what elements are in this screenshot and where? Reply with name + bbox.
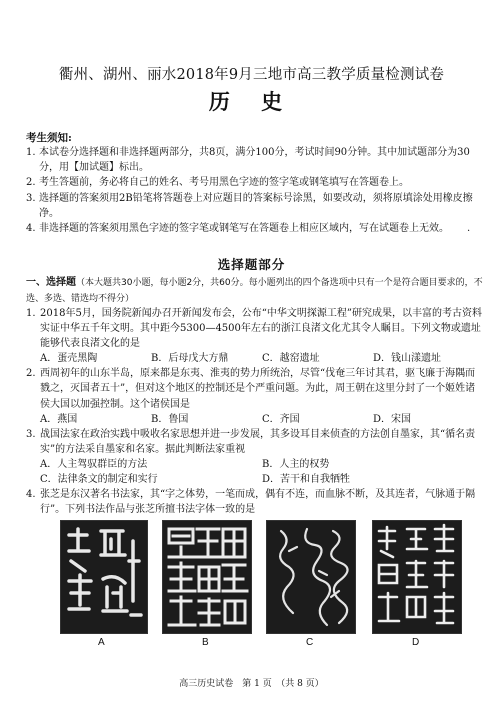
option-b[interactable]: B．后母戊大方鼎	[151, 353, 229, 365]
page-footer: 高三历史试卷 第 1 页 （共 8 页）	[179, 679, 324, 689]
calligraphy-image-d[interactable]	[372, 520, 462, 634]
rubbing-strokes-icon	[373, 521, 461, 633]
notice-item-body: 非选择题的答案须用黑色字迹的签字笔或钢笔写在答题卷上相应区域内，写在试题卷上无效。	[39, 223, 449, 235]
notice-heading: 考生须知:	[26, 132, 72, 144]
notice-item	[26, 221, 482, 236]
question	[26, 487, 484, 517]
notice-item-number: 1.	[26, 147, 36, 158]
option-c[interactable]: C．法律条文的制定和实行	[40, 474, 158, 486]
rubbing-strokes-icon	[267, 521, 355, 633]
question-number: 4.	[26, 489, 36, 501]
image-label-b: B	[202, 637, 209, 648]
notice-item-text	[39, 221, 482, 236]
notice-item	[26, 145, 482, 175]
option-row	[40, 472, 484, 487]
notice-item-number: 4.	[26, 223, 36, 235]
calligraphy-image-a[interactable]	[60, 520, 148, 634]
exam-title: 衢州、湖州、丽水2018年9月三地市高三教学质量检测试卷	[58, 67, 445, 83]
question-stem: 张芝是东汉著名书法家，其“字之体势，一笔而成，偶有不连，而血脉不断，及其连者，气脉通于隔行”。下列书法作品与张芝所擅书法字体一致的是	[40, 489, 476, 516]
notice-item	[26, 175, 482, 190]
calligraphy-images	[60, 520, 460, 632]
option-a[interactable]: A．燕国	[40, 413, 78, 425]
notice-item-number: 3.	[26, 192, 36, 204]
question-number: 3.	[26, 428, 36, 440]
option-a[interactable]: A．蛋壳黑陶	[40, 353, 98, 365]
option-c[interactable]: C．齐国	[262, 413, 300, 425]
question-stem: 2018年5月，国务院新闻办召开新闻发布会，公布“中华文明探源工程”研究成果，以丰富的考古资料实证中华五千年文明。其中距今5300—4500年左右的浙江良渚文化尤其令人瞩目。下列文物或遗址能够代表良渚文化的是	[40, 308, 483, 350]
question	[26, 427, 484, 457]
rubbing-strokes-icon	[163, 521, 251, 633]
question	[26, 306, 484, 351]
option-row	[40, 351, 484, 366]
notice-item-text: 考生答题前，务必将自己的姓名、考号用黑色字迹的签字笔或钢笔填写在答题卷上。	[39, 177, 409, 189]
notice-list	[26, 145, 482, 236]
option-d[interactable]: D．苦干和自我牺牲	[262, 474, 351, 486]
option-row	[40, 412, 484, 427]
calligraphy-image-b[interactable]	[162, 520, 252, 634]
question	[26, 366, 484, 411]
option-row	[40, 457, 484, 472]
calligraphy-labels	[60, 637, 460, 651]
section-title: 选择题部分	[217, 257, 286, 272]
option-b[interactable]: B．鲁国	[151, 413, 189, 425]
calligraphy-image-c[interactable]	[266, 520, 356, 634]
notice-item-text: 选择题的答案须用2B铅笔将答题卷上对应题目的答案标号涂黑，如要改动，须将原填涂处用橡皮擦净。	[39, 192, 473, 219]
notice-item-number: 2.	[26, 177, 36, 189]
question-number: 1.	[26, 308, 36, 319]
option-a[interactable]: A．人主驾驭群臣的方法	[40, 458, 148, 470]
subject-title: 历 史	[208, 89, 295, 114]
option-d[interactable]: D．宋国	[373, 413, 412, 425]
question-stem: 战国法家在政治实践中吸收名家思想并进一步发展，其多设耳目来侦查的方法创自墨家，其“循名责实”的方法采自墨家和名家。据此判断法家重视	[40, 428, 476, 455]
question-stem: 西周初年的山东半岛，原来都是东夷、淮夷的势力所统治，尽管“伐奄三年讨其君，驱飞廉于海隅而戮之，灭国者五十”，但对这个地区的控制还是个严重问题。为此，周王朝在这里分封了一个姬姓诸侯大国以加强控制。这个诸侯国是	[40, 368, 476, 410]
stray-dot: .	[467, 223, 471, 235]
option-c[interactable]: C．越窑遗址	[262, 353, 320, 365]
part-heading	[26, 275, 484, 307]
rubbing-strokes-icon	[61, 521, 147, 633]
notice-item	[26, 191, 482, 221]
option-b[interactable]: B．人主的权势	[262, 458, 330, 470]
image-label-d: D	[412, 637, 420, 648]
part-instructions: （本大题共30小题，每小题2分，共60分。每小题列出的四个备选项中只有一个是符合题目要求的，不选、多选、错选均不得分）	[26, 278, 483, 304]
option-d[interactable]: D．钱山漾遗址	[373, 353, 442, 365]
image-label-c: C	[306, 637, 314, 648]
question-list	[26, 306, 484, 517]
notice-item-text: 本试卷分选择题和非选择题两部分，共8页，满分100分，考试时间90分钟。其中加试题部分为30分，用【加试题】标出。	[39, 147, 470, 174]
part-label: 一、选择题	[26, 277, 76, 288]
image-label-a: A	[98, 637, 105, 648]
question-number: 2.	[26, 368, 36, 380]
